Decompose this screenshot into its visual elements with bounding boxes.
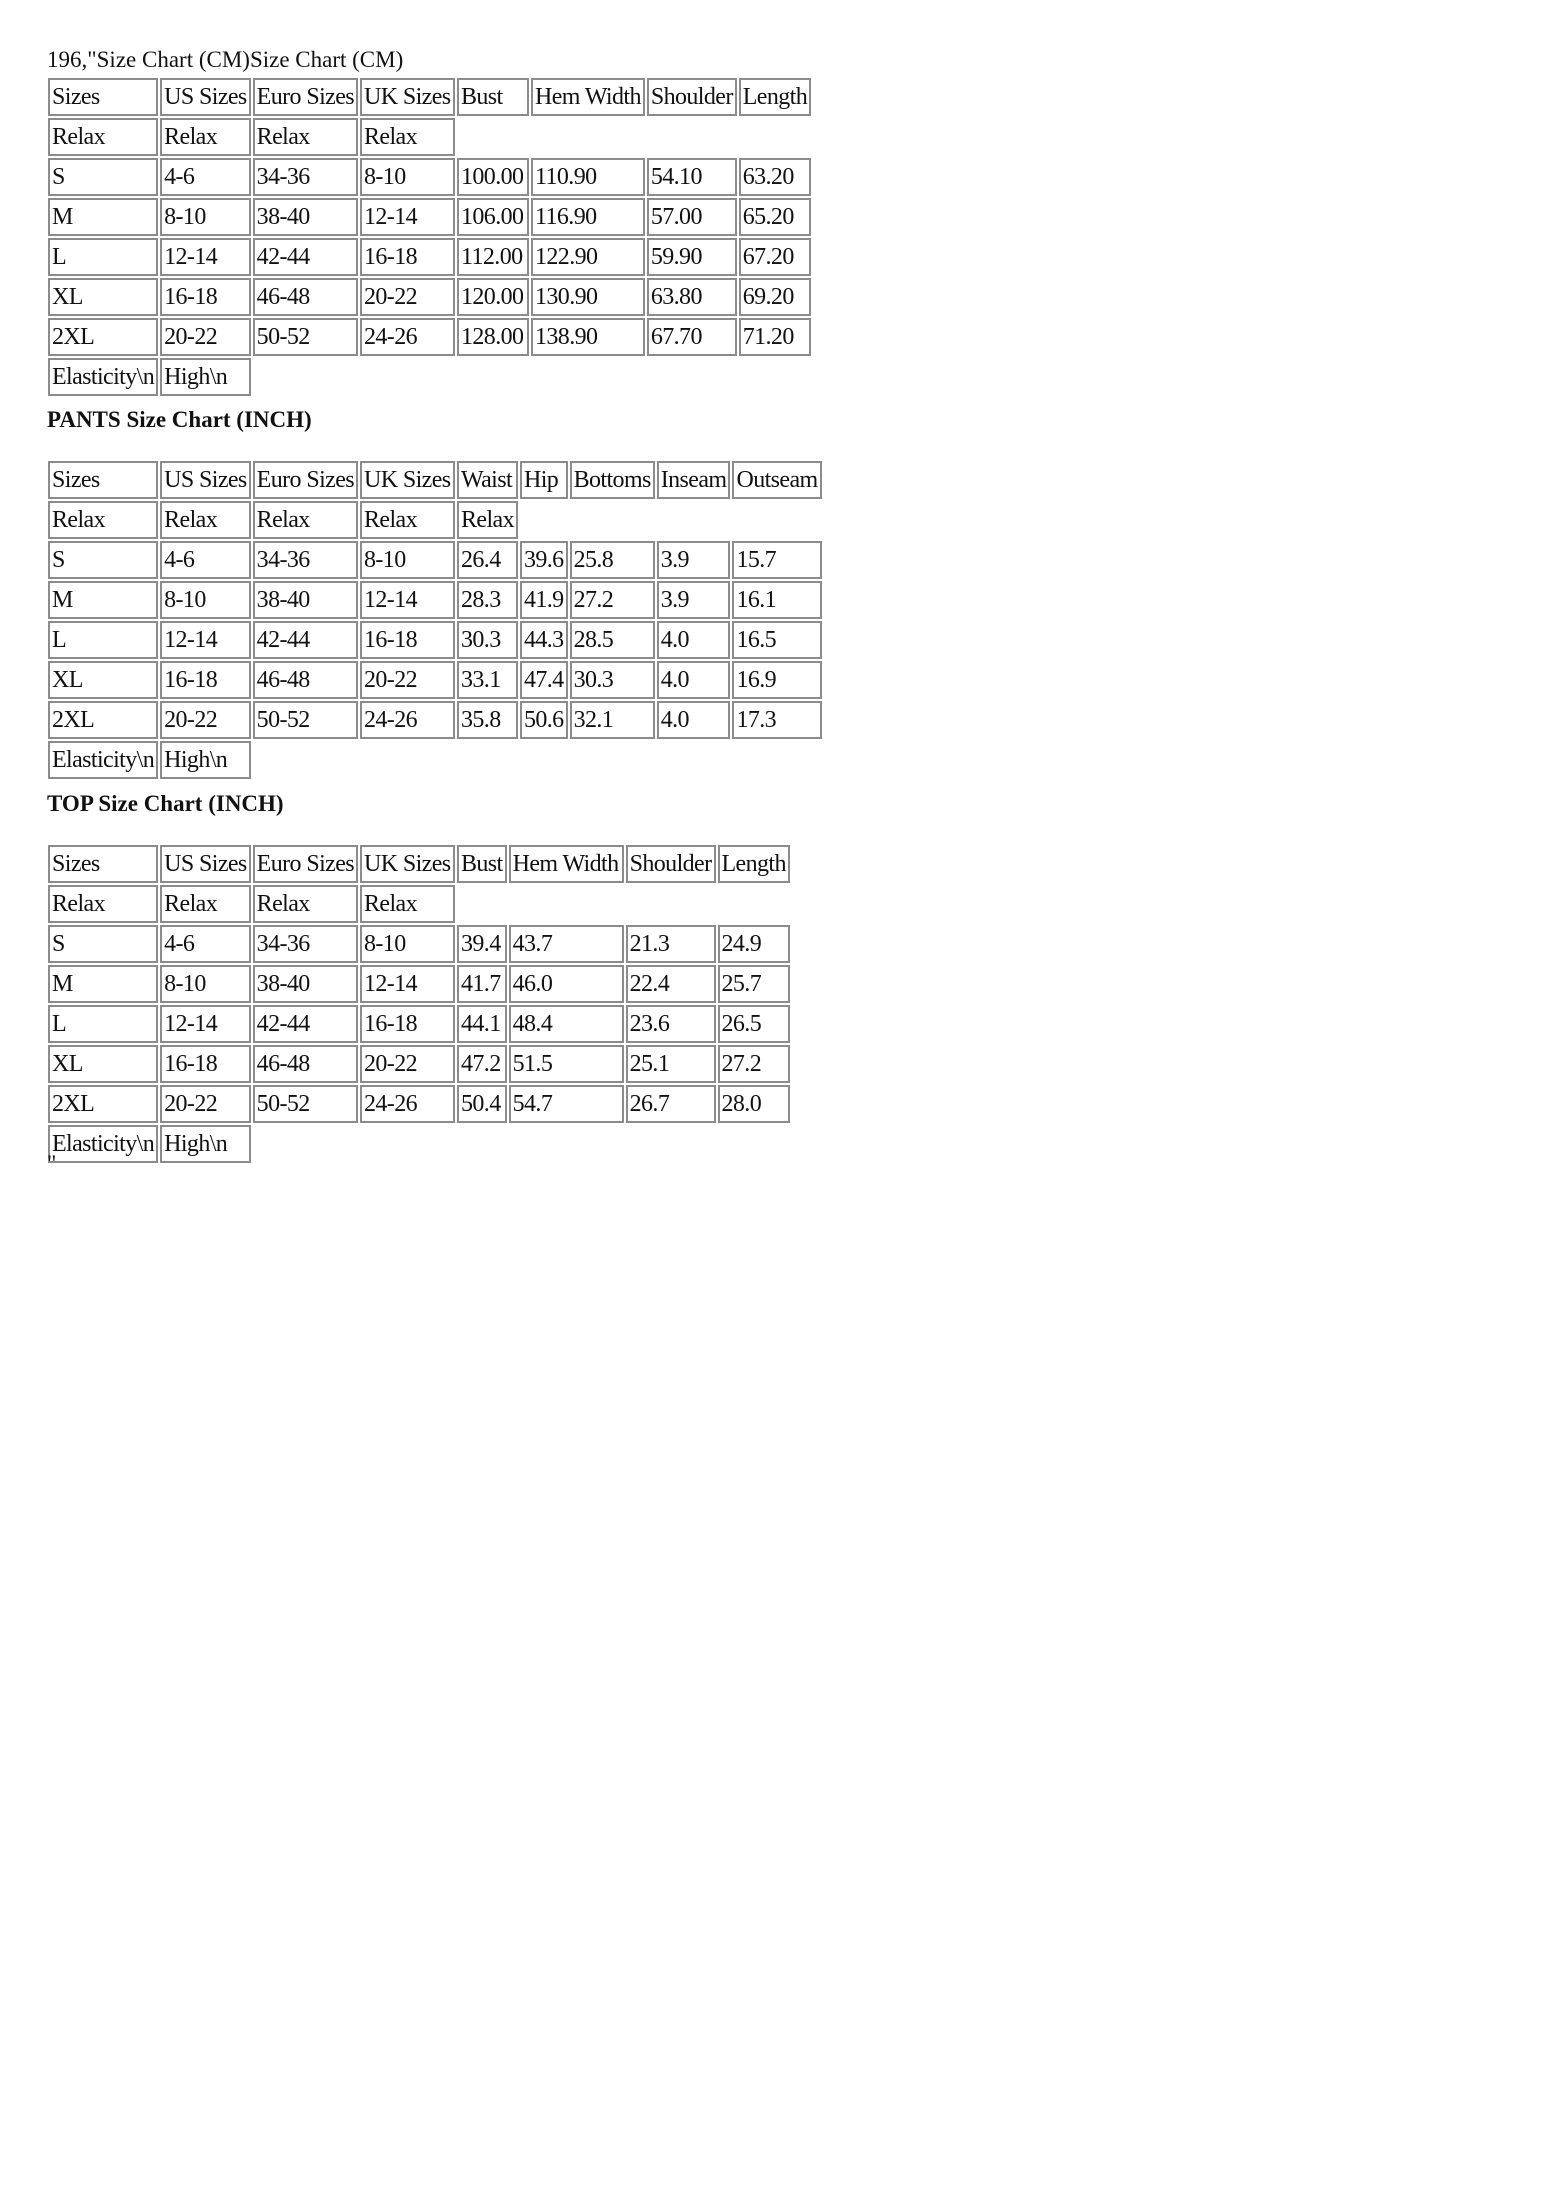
table-cell: 27.2 xyxy=(570,581,655,619)
table-cell: 12-14 xyxy=(360,965,455,1003)
table-cell: Relax xyxy=(160,501,251,539)
table-cell: 67.70 xyxy=(647,318,737,356)
table-cell: Relax xyxy=(160,118,251,156)
table-cell: 20-22 xyxy=(360,661,455,699)
table-cell: 34-36 xyxy=(253,158,358,196)
table-cell: Shoulder xyxy=(626,845,716,883)
header-row xyxy=(48,845,790,883)
table-cell: 4.0 xyxy=(657,661,731,699)
table-cell: Outseam xyxy=(732,461,821,499)
table-row xyxy=(48,278,811,316)
table-cell: 21.3 xyxy=(626,925,716,963)
table-cell: 41.7 xyxy=(457,965,507,1003)
table-cell: Waist xyxy=(457,461,518,499)
pants-chart-title: PANTS Size Chart (INCH) xyxy=(47,407,312,432)
table-cell: 25.8 xyxy=(570,541,655,579)
table-cell: 20-22 xyxy=(360,278,455,316)
table-cell: 25.1 xyxy=(626,1045,716,1083)
table-row xyxy=(48,238,811,276)
top-size-chart-table xyxy=(46,843,792,1165)
table-cell: Relax xyxy=(360,118,455,156)
table-cell: 28.5 xyxy=(570,621,655,659)
table-cell: 112.00 xyxy=(457,238,529,276)
elasticity-row xyxy=(48,358,811,396)
table-cell: Length xyxy=(718,845,790,883)
table-cell: Sizes xyxy=(48,78,158,116)
empty-cell xyxy=(570,501,655,539)
table-cell: 8-10 xyxy=(360,925,455,963)
table-cell: Relax xyxy=(48,501,158,539)
empty-cell xyxy=(509,885,624,923)
empty-cell xyxy=(253,741,358,779)
header-row xyxy=(48,461,822,499)
table-cell: L xyxy=(48,238,158,276)
table-cell: 8-10 xyxy=(360,158,455,196)
table-cell: 16.1 xyxy=(732,581,821,619)
table-cell: M xyxy=(48,198,158,236)
table-cell: Elasticity\n xyxy=(48,741,158,779)
empty-cell xyxy=(732,741,821,779)
table-cell: Relax xyxy=(160,885,251,923)
table-cell: XL xyxy=(48,278,158,316)
table-cell: 46.0 xyxy=(509,965,624,1003)
table-cell: 26.7 xyxy=(626,1085,716,1123)
table-cell: 16-18 xyxy=(360,238,455,276)
table-row xyxy=(48,621,822,659)
table-row xyxy=(48,541,822,579)
table-cell: Relax xyxy=(253,118,358,156)
table-cell: 57.00 xyxy=(647,198,737,236)
table-cell: 12-14 xyxy=(160,238,251,276)
table-cell: 35.8 xyxy=(457,701,518,739)
table-cell: 4.0 xyxy=(657,621,731,659)
empty-cell xyxy=(457,885,507,923)
table-cell: 2XL xyxy=(48,1085,158,1123)
table-cell: 38-40 xyxy=(253,198,358,236)
table-cell: Euro Sizes xyxy=(253,78,358,116)
empty-cell xyxy=(360,741,455,779)
table-cell: Sizes xyxy=(48,461,158,499)
table-cell: Relax xyxy=(48,118,158,156)
table-cell: 42-44 xyxy=(253,1005,358,1043)
relax-row xyxy=(48,118,811,156)
table-cell: High\n xyxy=(160,741,251,779)
table-row xyxy=(48,925,790,963)
table-cell: Sizes xyxy=(48,845,158,883)
table-cell: 54.7 xyxy=(509,1085,624,1123)
table-cell: 20-22 xyxy=(160,318,251,356)
table-cell: 12-14 xyxy=(160,1005,251,1043)
empty-cell xyxy=(253,1125,358,1163)
table-cell: 12-14 xyxy=(360,581,455,619)
table-cell: 34-36 xyxy=(253,925,358,963)
table-cell: 116.90 xyxy=(531,198,645,236)
empty-cell xyxy=(739,358,811,396)
table-cell: 16-18 xyxy=(160,1045,251,1083)
table-cell: Hem Width xyxy=(531,78,645,116)
empty-cell xyxy=(520,741,568,779)
table-cell: 65.20 xyxy=(739,198,811,236)
table-cell: 42-44 xyxy=(253,621,358,659)
table-cell: Bust xyxy=(457,78,529,116)
empty-cell xyxy=(360,358,455,396)
table-cell: 50.4 xyxy=(457,1085,507,1123)
table-cell: 46-48 xyxy=(253,661,358,699)
table-cell: S xyxy=(48,925,158,963)
empty-cell xyxy=(739,118,811,156)
preamble-line: 196,"Size Chart (CM)Size Chart (CM) xyxy=(47,47,404,72)
table-cell: US Sizes xyxy=(160,78,251,116)
table-cell: High\n xyxy=(160,1125,251,1163)
table-cell: 28.3 xyxy=(457,581,518,619)
table-cell: 54.10 xyxy=(647,158,737,196)
table-cell: 25.7 xyxy=(718,965,790,1003)
table-cell: 130.90 xyxy=(531,278,645,316)
table-cell: 71.20 xyxy=(739,318,811,356)
empty-cell xyxy=(718,885,790,923)
table-cell: XL xyxy=(48,661,158,699)
table-cell: Bottoms xyxy=(570,461,655,499)
table-cell: 4-6 xyxy=(160,925,251,963)
table-cell: Relax xyxy=(253,501,358,539)
table-cell: Length xyxy=(739,78,811,116)
table-cell: 67.20 xyxy=(739,238,811,276)
table-cell: S xyxy=(48,541,158,579)
table-cell: 47.2 xyxy=(457,1045,507,1083)
table-cell: 106.00 xyxy=(457,198,529,236)
table-cell: 30.3 xyxy=(457,621,518,659)
table-cell: 138.90 xyxy=(531,318,645,356)
table-cell: 8-10 xyxy=(160,198,251,236)
relax-row xyxy=(48,501,822,539)
table-cell: Relax xyxy=(360,885,455,923)
table-cell: 120.00 xyxy=(457,278,529,316)
table-cell: UK Sizes xyxy=(360,461,455,499)
size-chart-cm-table xyxy=(46,76,813,398)
table-cell: UK Sizes xyxy=(360,78,455,116)
table-cell: 24.9 xyxy=(718,925,790,963)
table-cell: 16-18 xyxy=(360,1005,455,1043)
table-cell: 8-10 xyxy=(160,581,251,619)
table-row xyxy=(48,965,790,1003)
table-cell: 46-48 xyxy=(253,1045,358,1083)
table-cell: 2XL xyxy=(48,701,158,739)
pants-size-chart-table xyxy=(46,459,824,781)
table-cell: 50.6 xyxy=(520,701,568,739)
empty-cell xyxy=(457,1125,507,1163)
table-cell: L xyxy=(48,1005,158,1043)
table-cell: 17.3 xyxy=(732,701,821,739)
table-cell: 16-18 xyxy=(160,278,251,316)
table-row xyxy=(48,1005,790,1043)
table-cell: 38-40 xyxy=(253,581,358,619)
table-cell: 16-18 xyxy=(160,661,251,699)
empty-cell xyxy=(718,1125,790,1163)
table-cell: M xyxy=(48,965,158,1003)
closing-quote: " xyxy=(47,1151,57,1176)
table-cell: High\n xyxy=(160,358,251,396)
table-row xyxy=(48,1045,790,1083)
table-cell: 24-26 xyxy=(360,701,455,739)
table-cell: 12-14 xyxy=(160,621,251,659)
empty-cell xyxy=(520,501,568,539)
table-cell: 69.20 xyxy=(739,278,811,316)
table-cell: UK Sizes xyxy=(360,845,455,883)
table-cell: 110.90 xyxy=(531,158,645,196)
empty-cell xyxy=(647,358,737,396)
table-row xyxy=(48,198,811,236)
table-cell: 100.00 xyxy=(457,158,529,196)
table-cell: L xyxy=(48,621,158,659)
table-cell: 12-14 xyxy=(360,198,455,236)
empty-cell xyxy=(457,118,529,156)
table-cell: 16.5 xyxy=(732,621,821,659)
table-cell: 47.4 xyxy=(520,661,568,699)
empty-cell xyxy=(457,358,529,396)
table-cell: US Sizes xyxy=(160,845,251,883)
table-cell: US Sizes xyxy=(160,461,251,499)
table-cell: 23.6 xyxy=(626,1005,716,1043)
table-cell: 24-26 xyxy=(360,1085,455,1123)
table-cell: 128.00 xyxy=(457,318,529,356)
table-cell: Elasticity\n xyxy=(48,1125,158,1163)
table-cell: 30.3 xyxy=(570,661,655,699)
table-cell: 44.1 xyxy=(457,1005,507,1043)
table-cell: 33.1 xyxy=(457,661,518,699)
table-cell: 63.80 xyxy=(647,278,737,316)
table-cell: 122.90 xyxy=(531,238,645,276)
empty-cell xyxy=(657,741,731,779)
table-cell: Inseam xyxy=(657,461,731,499)
table-cell: 16.9 xyxy=(732,661,821,699)
table-cell: 48.4 xyxy=(509,1005,624,1043)
table-cell: 24-26 xyxy=(360,318,455,356)
empty-cell xyxy=(647,118,737,156)
table-cell: XL xyxy=(48,1045,158,1083)
table-cell: Hem Width xyxy=(509,845,624,883)
table-cell: 43.7 xyxy=(509,925,624,963)
table-cell: 50-52 xyxy=(253,318,358,356)
table-row xyxy=(48,318,811,356)
table-cell: 63.20 xyxy=(739,158,811,196)
empty-cell xyxy=(531,118,645,156)
empty-cell xyxy=(626,1125,716,1163)
table-cell: Shoulder xyxy=(647,78,737,116)
table-cell: 4-6 xyxy=(160,541,251,579)
table-cell: 39.4 xyxy=(457,925,507,963)
table-cell: S xyxy=(48,158,158,196)
table-cell: 8-10 xyxy=(360,541,455,579)
table-cell: Relax xyxy=(457,501,518,539)
table-cell: 15.7 xyxy=(732,541,821,579)
table-cell: 20-22 xyxy=(160,701,251,739)
header-row xyxy=(48,78,811,116)
table-row xyxy=(48,158,811,196)
table-cell: Bust xyxy=(457,845,507,883)
empty-cell xyxy=(732,501,821,539)
table-cell: Euro Sizes xyxy=(253,845,358,883)
table-cell: 26.4 xyxy=(457,541,518,579)
elasticity-row xyxy=(48,741,822,779)
table-cell: 4.0 xyxy=(657,701,731,739)
table-cell: Euro Sizes xyxy=(253,461,358,499)
table-row xyxy=(48,581,822,619)
table-row xyxy=(48,1085,790,1123)
table-cell: 42-44 xyxy=(253,238,358,276)
table-cell: 41.9 xyxy=(520,581,568,619)
table-cell: 44.3 xyxy=(520,621,568,659)
table-cell: Relax xyxy=(253,885,358,923)
table-cell: 26.5 xyxy=(718,1005,790,1043)
relax-row xyxy=(48,885,790,923)
table-cell: 50-52 xyxy=(253,1085,358,1123)
table-cell: 27.2 xyxy=(718,1045,790,1083)
table-cell: 4-6 xyxy=(160,158,251,196)
table-cell: 28.0 xyxy=(718,1085,790,1123)
top-chart-title: TOP Size Chart (INCH) xyxy=(47,791,284,816)
empty-cell xyxy=(253,358,358,396)
table-cell: 3.9 xyxy=(657,541,731,579)
empty-cell xyxy=(657,501,731,539)
table-cell: 20-22 xyxy=(360,1045,455,1083)
table-cell: Relax xyxy=(360,501,455,539)
empty-cell xyxy=(531,358,645,396)
table-cell: 59.90 xyxy=(647,238,737,276)
table-cell: 20-22 xyxy=(160,1085,251,1123)
table-cell: Hip xyxy=(520,461,568,499)
table-cell: Relax xyxy=(48,885,158,923)
table-cell: 2XL xyxy=(48,318,158,356)
table-cell: 3.9 xyxy=(657,581,731,619)
table-cell: Elasticity\n xyxy=(48,358,158,396)
empty-cell xyxy=(360,1125,455,1163)
table-row xyxy=(48,701,822,739)
table-cell: 34-36 xyxy=(253,541,358,579)
table-row xyxy=(48,661,822,699)
table-cell: 39.6 xyxy=(520,541,568,579)
elasticity-row xyxy=(48,1125,790,1163)
table-cell: 22.4 xyxy=(626,965,716,1003)
empty-cell xyxy=(626,885,716,923)
table-cell: 32.1 xyxy=(570,701,655,739)
table-cell: M xyxy=(48,581,158,619)
table-cell: 46-48 xyxy=(253,278,358,316)
table-cell: 50-52 xyxy=(253,701,358,739)
empty-cell xyxy=(457,741,518,779)
empty-cell xyxy=(509,1125,624,1163)
table-cell: 51.5 xyxy=(509,1045,624,1083)
table-cell: 38-40 xyxy=(253,965,358,1003)
table-cell: 8-10 xyxy=(160,965,251,1003)
table-cell: 16-18 xyxy=(360,621,455,659)
empty-cell xyxy=(570,741,655,779)
